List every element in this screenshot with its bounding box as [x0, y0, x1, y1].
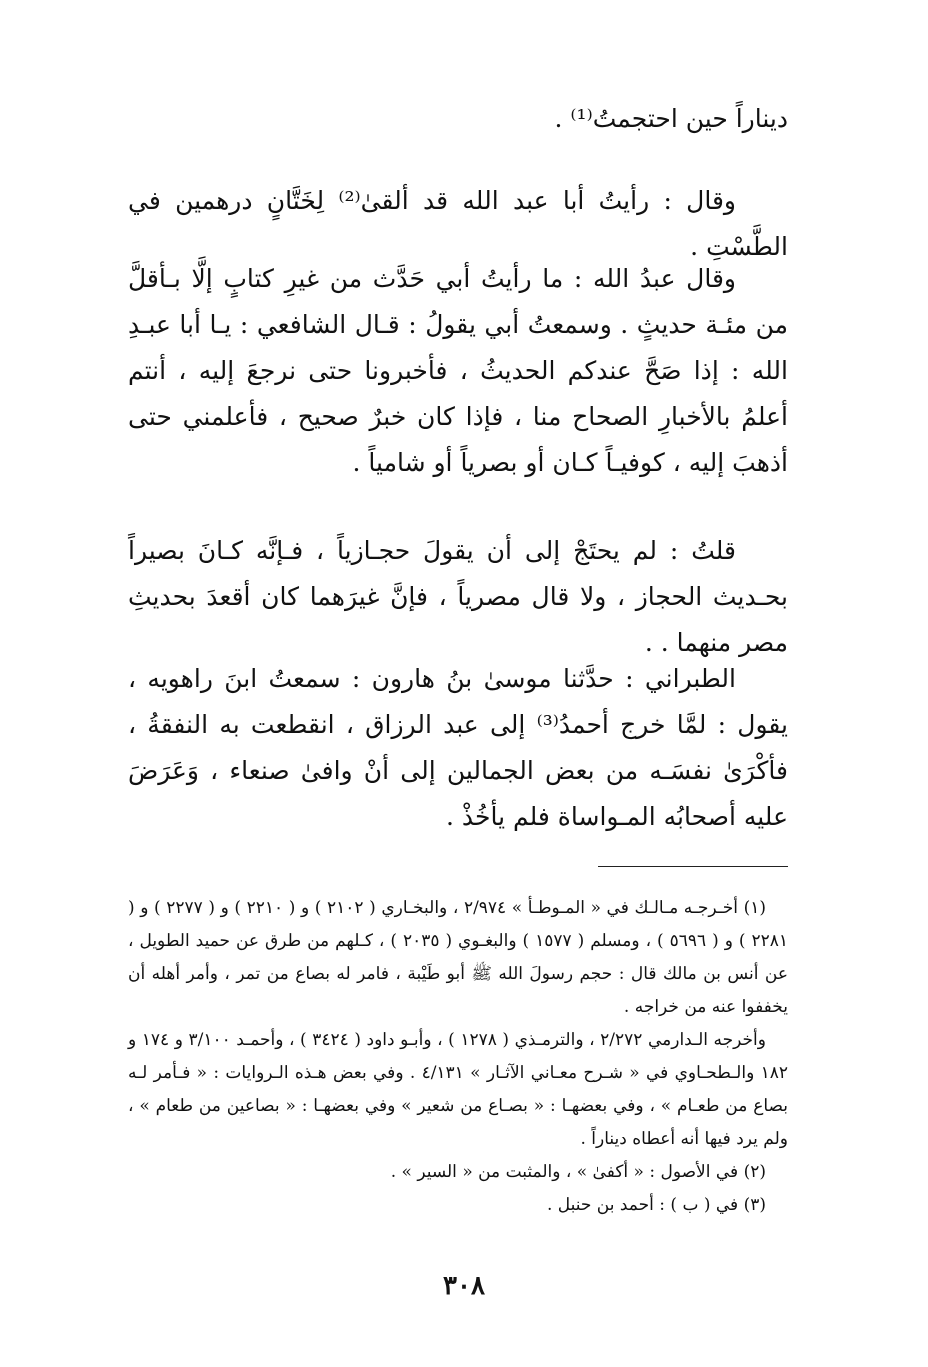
paragraph-continuation: ديناراً حين احتجمتُ⁽¹⁾ . [554, 104, 788, 133]
paragraph-2: وقال عبدُ الله : ما رأيتُ أبي حَدَّث من غيرِ كتابٍ إلَّا بـأقلَّ من مئـة حديثٍ . وسمعتُ أبي يقولُ : قـال الشافعي : يـا أبا عبـدِ الله : إذا صَحَّ عندكم الحديثُ ، فأخبرونا حتى نرجعَ إليه ، أنتم أعلمُ بالأخبارِ الصحاح منا ، فإذا كان خبرٌ صحيح ، فأعلمني حتى أذهبَ إليه ، كوفيـاً كـان أو بصرياً أو شامياً . [128, 264, 788, 477]
footnotes [128, 892, 788, 1222]
footnote-1-continued: وأخرجه الـدارمي ٢/٢٧٢ ، والترمـذي ( ١٢٧٨ ) ، وأبـو داود ( ٣٤٢٤ ) ، وأحمـد ٣/١٠٠ و ١٧٤ و ١٨٢ والـطحـاوي في « شـرح معـاني الآثـار » ٤/١٣١ . وفي بعض هـذه الـروايات : « فـأمر لـه بصاع من طعـام » ، وفي بعضهـا : « بصـاع من شعير » وفي بعضهـا : « بصاعين من طعام » ، ولم يرد فيها أنه أعطاه ديناراً . [128, 1030, 788, 1149]
paragraph-4: الطبراني : حدَّثنا موسىٰ بنُ هارون : سمعتُ ابنَ راهويه ، يقول : لمَّا خرج أحمدُ⁽³⁾ إلى عبد الرزاق ، انقطعت به النفقةُ ، فأكْرَىٰ نفسَـه من بعض الجمالين إلى أنْ وافىٰ صنعاء ، وَعَرَضَ عليه أصحابُه المـواساة فلم يأخُذْ . [128, 664, 788, 831]
paragraph-3: قلتُ : لم يحتَجْ إلى أن يقولَ حجـازياً ، فـإنَّه كـانَ بصيراً بحـديث الحجاز ، ولا قال مصرياً ، فإنَّ غيرَهما كان أقعدَ بحديثِ مصر منهما . . [128, 536, 788, 657]
footnote-divider [598, 866, 788, 867]
page-number: ٣٠٨ [443, 1271, 485, 1301]
paragraph-1: وقال : رأيتُ أبا عبد الله قد ألقىٰ⁽²⁾ لِخَتَّانٍ درهمين في الطَّسْتِ . [128, 186, 788, 261]
footnote-2: (٢) في الأصول : « أكفىٰ » ، والمثبت من « السير » . [390, 1162, 766, 1182]
footnote-3: (٣) في ( ب ) : أحمد بن حنبل . [546, 1195, 766, 1215]
footnote-1: (١) أخـرجـه مـالـك في « المـوطـأ » ٢/٩٧٤ ، والبخـاري ( ٢١٠٢ ) و ( ٢٢١٠ ) و ( ٢٢٧٧ ) و ( ٢٢٨١ ) و ( ٥٦٩٦ ) ، ومسلم ( ١٥٧٧ ) والبغـوي ( ٢٠٣٥ ) ، كـلهم من طرق عن حميد الطويل ، عن أنس بن مالك قال : حجم رسولَ الله ﷺ أبو طَيْبة ، فامر له بصاع من تمر ، وأمر أهله أن يخففوا عنه من خراجه . [128, 898, 788, 1017]
